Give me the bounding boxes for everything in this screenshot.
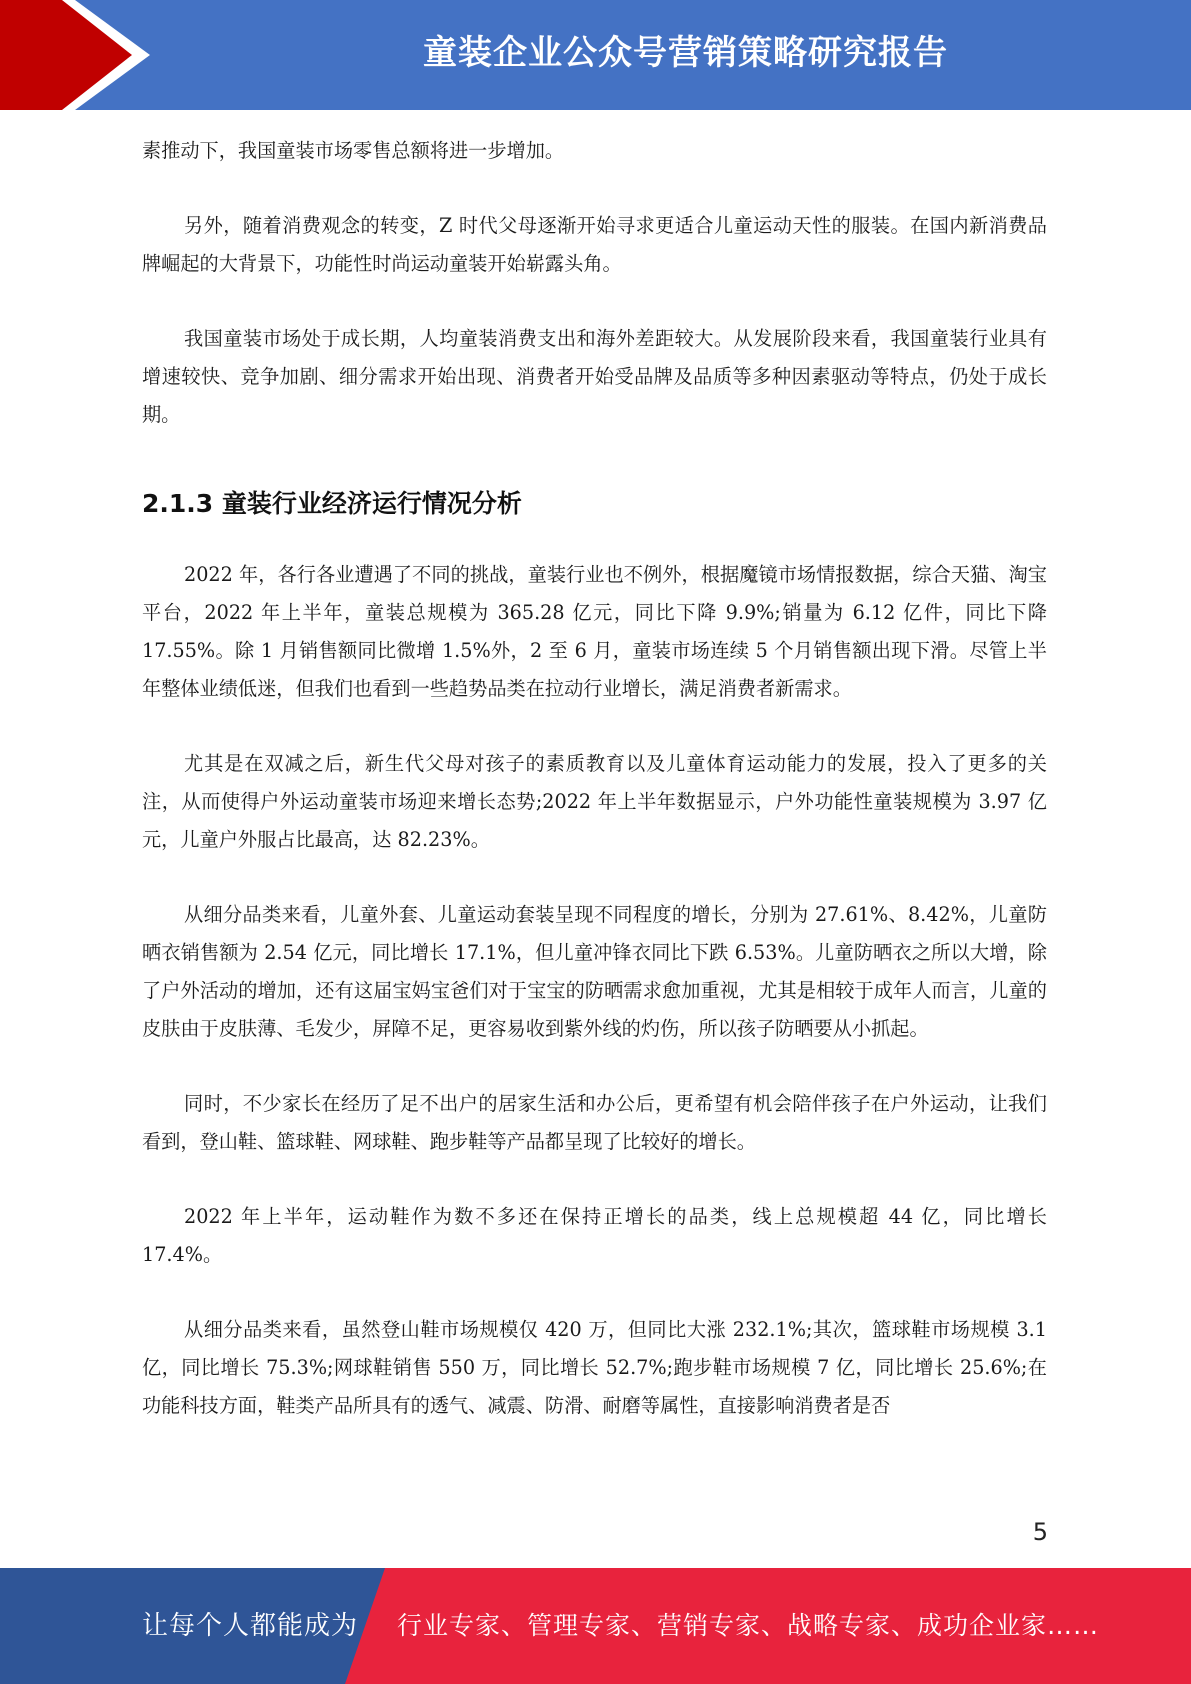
header-banner bbox=[0, 0, 1191, 110]
paragraph: 同时，不少家长在经历了足不出户的居家生活和办公后，更希望有机会陪伴孩子在户外运动，让我们看到，登山鞋、篮球鞋、网球鞋、跑步鞋等产品都呈现了比较好的增长。 bbox=[142, 1092, 1047, 1153]
paragraph: 我国童装市场处于成长期，人均童装消费支出和海外差距较大。从发展阶段来看，我国童装行业具有增速较快、竞争加剧、细分需求开始出现、消费者开始受品牌及品质等多种因素驱动等特点，仍处于成长期。 bbox=[142, 327, 1047, 426]
footer-slogan-left: 让每个人都能成为 bbox=[142, 1611, 359, 1641]
paragraph: 2022 年上半年，运动鞋作为数不多还在保持正增长的品类，线上总规模超 44 亿，同比增长 17.4%。 bbox=[142, 1205, 1054, 1266]
paragraph: 2022 年，各行各业遭遇了不同的挑战，童装行业也不例外，根据魔镜市场情报数据，综合天猫、淘宝平台，2022 年上半年，童装总规模为 365.28 亿元，同比下降 9.9%;销量为 6.12 亿件，同比下降 17.55%。除 1 月销售额同比微增 1.5%外，2 至 6 月，童装市场连续 5 个月销售额出现下滑。尽管上半年整体业绩低迷，但我们也看到一些趋势品类在拉动行业增长，满足消费者新需求。 bbox=[142, 563, 1054, 700]
footer-slogan-right: 行业专家、管理专家、营销专家、战略专家、成功企业家…… bbox=[397, 1611, 1100, 1640]
report-title: 童装企业公众号营销策略研究报告 bbox=[423, 33, 948, 73]
section-heading: 2.1.3 童装行业经济运行情况分析 bbox=[142, 489, 522, 518]
paragraph: 素推动下，我国童装市场零售总额将进一步增加。 bbox=[142, 139, 565, 162]
paragraph: 尤其是在双减之后，新生代父母对孩子的素质教育以及儿童体育运动能力的发展，投入了更多的关注，从而使得户外运动童装市场迎来增长态势;2022 年上半年数据显示，户外功能性童装规模为 3.97 亿元，儿童户外服占比最高，达 82.23%。 bbox=[142, 752, 1047, 851]
page-number: 5 bbox=[1032, 1518, 1048, 1546]
paragraph: 从细分品类来看，儿童外套、儿童运动套装呈现不同程度的增长，分别为 27.61%、8.42%，儿童防晒衣销售额为 2.54 亿元，同比增长 17.1%，但儿童冲锋衣同比下跌 6.53%。儿童防晒衣之所以大增，除了户外活动的增加，还有这届宝妈宝爸们对于宝宝的防晒需求愈加重视，尤其是相较于成年人而言，儿童的皮肤由于皮肤薄、毛发少，屏障不足，更容易收到紫外线的灼伤，所以孩子防晒要从小抓起。 bbox=[142, 903, 1047, 1040]
footer-banner bbox=[0, 1568, 1191, 1684]
paragraph: 从细分品类来看，虽然登山鞋市场规模仅 420 万，但同比大涨 232.1%;其次，篮球鞋市场规模 3.1 亿，同比增长 75.3%;网球鞋销售 550 万，同比增长 52.7%;跑步鞋市场规模 7 亿，同比增长 25.6%;在功能科技方面，鞋类产品所具有的透气、减震、防滑、耐磨等属性，直接影响消费者是否 bbox=[142, 1318, 1054, 1417]
header-arrow-decoration bbox=[0, 0, 150, 110]
page-content bbox=[142, 132, 1054, 1462]
paragraph: 另外，随着消费观念的转变，Z 时代父母逐渐开始寻求更适合儿童运动天性的服装。在国内新消费品牌崛起的大背景下，功能性时尚运动童装开始崭露头角。 bbox=[142, 214, 1047, 275]
